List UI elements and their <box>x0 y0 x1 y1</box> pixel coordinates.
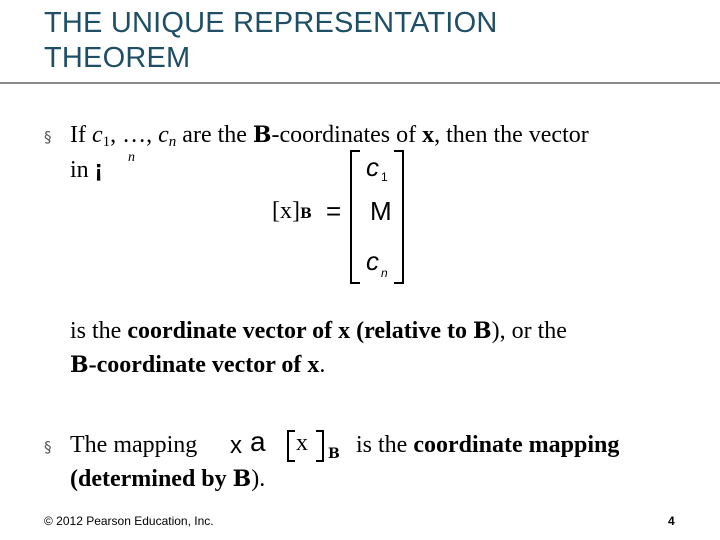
matrix-entry-bottom: c <box>366 246 379 276</box>
matrix-lhs: [x]B <box>272 198 312 224</box>
bullet-2-line-1: The mapping <box>70 432 198 458</box>
mapping-right-bracket <box>316 430 324 462</box>
copyright-footer: © 2012 Pearson Education, Inc. <box>44 514 214 528</box>
mapping-bracket-x: x <box>296 430 308 456</box>
bullet-marker-2: § <box>44 438 52 456</box>
maps-to-arrow: a <box>250 426 266 457</box>
mapping-left-bracket <box>287 430 295 462</box>
matrix-right-bracket <box>394 150 404 284</box>
page-number: 4 <box>668 514 675 528</box>
basis-symbol: B <box>252 122 272 148</box>
mapping-basis: B <box>328 446 340 462</box>
bullet-1-line-2: in ¡ <box>70 156 103 183</box>
bullet-1-line-4: B-coordinate vector of x. <box>70 352 326 378</box>
bullet-1-line-3: is the coordinate vector of x (relative to B), or the <box>70 318 567 344</box>
bullet-2-line-1-end: is the coordinate mapping <box>356 432 620 458</box>
matrix-equals: = <box>326 196 342 226</box>
bullet-2-line-2: (determined by B). <box>70 466 266 492</box>
matrix-entry-dots: M <box>370 196 392 226</box>
bullet-1-line-1: If $c_1$, …, $c_n$ are the B-coordinates of x, then the vector <box>70 122 589 150</box>
matrix-left-bracket <box>350 150 360 284</box>
title-line-1: THE UNIQUE REPRESENTATION <box>44 7 498 39</box>
matrix-entry-top-sub: 1 <box>381 170 388 184</box>
space-exponent: n <box>128 150 135 165</box>
matrix-entry-bottom-sub: n <box>381 266 388 280</box>
title-line-2: THEOREM <box>44 42 191 74</box>
title-divider <box>0 82 720 84</box>
space-symbol: ¡ <box>94 156 103 183</box>
slide-title <box>44 6 684 76</box>
bullet-marker: § <box>44 128 52 146</box>
matrix-entry-top: c <box>366 152 379 182</box>
mapping-x: x <box>230 432 242 459</box>
